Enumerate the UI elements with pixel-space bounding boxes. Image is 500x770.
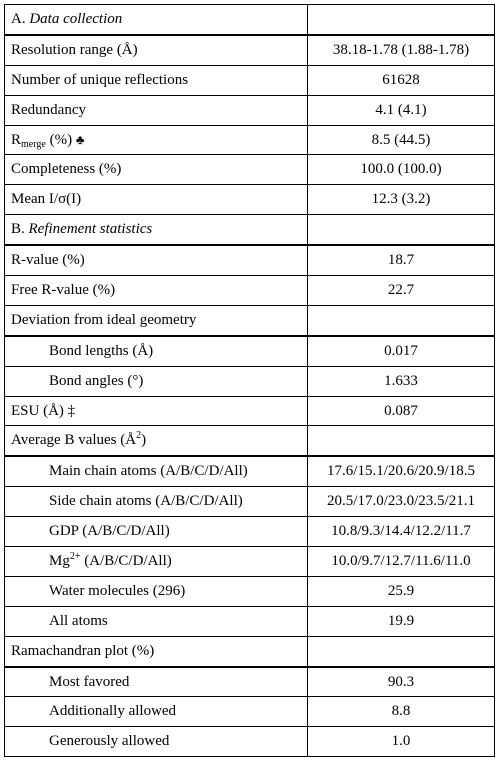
row-label: Generously allowed <box>5 727 308 757</box>
row-label: R-value (%) <box>5 245 308 275</box>
table-row <box>5 697 495 727</box>
row-value: 17.6/15.1/20.6/20.9/18.5 <box>308 456 495 486</box>
empty-cell <box>308 426 495 456</box>
row-label: Deviation from ideal geometry <box>5 305 308 335</box>
table-row <box>5 95 495 125</box>
row-label: Additionally allowed <box>5 697 308 727</box>
table-row <box>5 276 495 306</box>
label-rest: (%) <box>45 131 76 148</box>
table-row <box>5 576 495 606</box>
table-row <box>5 35 495 65</box>
row-label-rmerge <box>5 125 308 155</box>
label-main: R <box>11 131 22 148</box>
row-value: 22.7 <box>308 276 495 306</box>
row-value: 0.017 <box>308 336 495 366</box>
row-label: Bond lengths (Å) <box>5 336 308 366</box>
row-label-esu <box>5 396 308 426</box>
table-row <box>5 396 495 426</box>
row-value: 20.5/17.0/23.0/23.5/21.1 <box>308 487 495 517</box>
section-heading-refinement <box>5 215 308 245</box>
label-superscript: 2+ <box>69 550 81 562</box>
section-letter: A. <box>11 10 30 27</box>
empty-cell <box>308 5 495 35</box>
table-row <box>5 667 495 697</box>
row-value: 90.3 <box>308 667 495 697</box>
table-row <box>5 245 495 275</box>
row-label: GDP (A/B/C/D/All) <box>5 517 308 547</box>
row-label-mg <box>5 547 308 577</box>
table-row <box>5 487 495 517</box>
table-row <box>5 366 495 396</box>
row-value: 38.18-1.78 (1.88-1.78) <box>308 35 495 65</box>
row-value: 0.087 <box>308 396 495 426</box>
table-row <box>5 185 495 215</box>
row-label: Side chain atoms (A/B/C/D/All) <box>5 487 308 517</box>
row-value: 1.633 <box>308 366 495 396</box>
club-mark: ♣ <box>75 131 85 147</box>
label-superscript: 2 <box>136 430 142 442</box>
table-row <box>5 517 495 547</box>
label-main: Mg <box>49 552 70 569</box>
row-label: All atoms <box>5 606 308 636</box>
row-value: 10.0/9.7/12.7/11.6/11.0 <box>308 547 495 577</box>
row-label: Free R-value (%) <box>5 276 308 306</box>
section-title: Data collection <box>29 10 123 27</box>
section-heading-data-collection <box>5 5 308 35</box>
statistics-table <box>4 4 495 757</box>
table-row <box>5 336 495 366</box>
row-label: Bond angles (°) <box>5 366 308 396</box>
table-row <box>5 456 495 486</box>
row-value: 10.8/9.3/14.4/12.2/11.7 <box>308 517 495 547</box>
row-value: 61628 <box>308 65 495 95</box>
row-value: 100.0 (100.0) <box>308 155 495 185</box>
row-label: Water molecules (296) <box>5 576 308 606</box>
row-label: Completeness (%) <box>5 155 308 185</box>
label-rest: (A/B/C/D/All) <box>80 552 172 569</box>
section-letter: B. <box>11 221 29 238</box>
table-row <box>5 606 495 636</box>
table-row <box>5 305 495 335</box>
row-value: 8.8 <box>308 697 495 727</box>
empty-cell <box>308 305 495 335</box>
row-value: 4.1 (4.1) <box>308 95 495 125</box>
row-label: Mean I/σ(I) <box>5 185 308 215</box>
row-label: Main chain atoms (A/B/C/D/All) <box>5 456 308 486</box>
table-row <box>5 155 495 185</box>
table-row <box>5 125 495 155</box>
label-main: ESU (Å) <box>11 402 68 419</box>
row-label: Number of unique reflections <box>5 65 308 95</box>
row-value: 1.0 <box>308 727 495 757</box>
row-value: 18.7 <box>308 245 495 275</box>
table-row <box>5 65 495 95</box>
table-row <box>5 636 495 666</box>
row-label: Redundancy <box>5 95 308 125</box>
label-main: Average B values (Å <box>11 432 137 449</box>
table-row <box>5 5 495 35</box>
row-value: 8.5 (44.5) <box>308 125 495 155</box>
table-row <box>5 215 495 245</box>
label-end: ) <box>141 432 147 449</box>
table-row <box>5 426 495 456</box>
table-row <box>5 727 495 757</box>
row-value: 25.9 <box>308 576 495 606</box>
label-subscript: merge <box>21 138 46 150</box>
row-label: Ramachandran plot (%) <box>5 636 308 666</box>
table-row <box>5 547 495 577</box>
row-value: 19.9 <box>308 606 495 636</box>
row-value: 12.3 (3.2) <box>308 185 495 215</box>
row-label-average-b <box>5 426 308 456</box>
double-dagger-mark: ‡ <box>67 402 76 419</box>
row-label: Resolution range (Å) <box>5 35 308 65</box>
empty-cell <box>308 636 495 666</box>
empty-cell <box>308 215 495 245</box>
section-title: Refinement statistics <box>28 221 153 238</box>
row-label: Most favored <box>5 667 308 697</box>
